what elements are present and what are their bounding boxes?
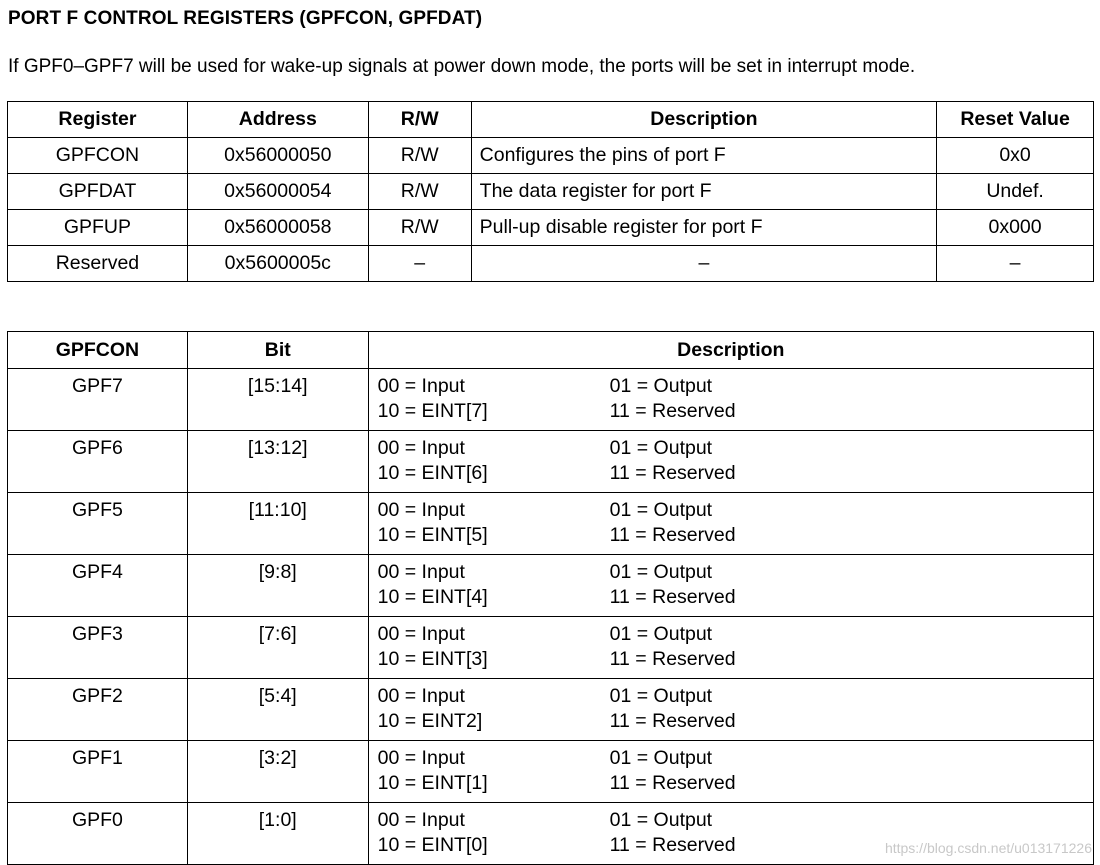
cell-description — [368, 369, 1093, 431]
option-01: 01 = Output — [609, 375, 713, 397]
option-01: 01 = Output — [609, 561, 713, 583]
cell-description — [368, 741, 1093, 803]
cell-register: GPFDAT — [8, 174, 188, 210]
table-row — [8, 210, 1094, 246]
watermark: https://blog.csdn.net/u013171226 — [884, 840, 1092, 856]
cell-address: 0x5600005c — [187, 246, 368, 282]
cell-rw: R/W — [368, 138, 471, 174]
table-row — [8, 369, 1094, 431]
option-10: 10 = EINT[7] — [377, 400, 488, 422]
cell-pin-name: GPF6 — [8, 431, 188, 493]
cell-pin-name: GPF2 — [8, 679, 188, 741]
cell-description — [368, 555, 1093, 617]
cell-reset-value: Undef. — [937, 174, 1094, 210]
option-00: 00 = Input — [377, 809, 465, 831]
cell-rw: R/W — [368, 174, 471, 210]
option-01: 01 = Output — [609, 685, 713, 707]
option-00: 00 = Input — [377, 623, 465, 645]
table-row — [8, 555, 1094, 617]
cell-pin-name: GPF5 — [8, 493, 188, 555]
option-11: 11 = Reserved — [609, 710, 736, 732]
option-10: 10 = EINT[4] — [377, 586, 488, 608]
option-00: 00 = Input — [377, 685, 465, 707]
cell-register: GPFCON — [8, 138, 188, 174]
cell-bit-range: [5:4] — [187, 679, 368, 741]
header-gpfcon: GPFCON — [8, 332, 188, 369]
cell-address: 0x56000058 — [187, 210, 368, 246]
option-11: 11 = Reserved — [609, 400, 736, 422]
header-address: Address — [187, 102, 368, 138]
cell-description: Configures the pins of port F — [471, 138, 936, 174]
cell-register: GPFUP — [8, 210, 188, 246]
cell-reset-value: 0x0 — [937, 138, 1094, 174]
cell-description: Pull-up disable register for port F — [471, 210, 936, 246]
cell-register: Reserved — [8, 246, 188, 282]
cell-description: – — [471, 246, 936, 282]
option-11: 11 = Reserved — [609, 772, 736, 794]
option-10: 10 = EINT[0] — [377, 834, 488, 856]
header-description: Description — [471, 102, 936, 138]
option-11: 11 = Reserved — [609, 462, 736, 484]
option-00: 00 = Input — [377, 747, 465, 769]
table-row — [8, 174, 1094, 210]
cell-pin-name: GPF4 — [8, 555, 188, 617]
header-rw: R/W — [368, 102, 471, 138]
table-row — [8, 741, 1094, 803]
cell-description — [368, 493, 1093, 555]
cell-bit-range: [11:10] — [187, 493, 368, 555]
option-00: 00 = Input — [377, 561, 465, 583]
option-10: 10 = EINT[6] — [377, 462, 488, 484]
cell-bit-range: [9:8] — [187, 555, 368, 617]
table-row — [8, 617, 1094, 679]
cell-description: The data register for port F — [471, 174, 936, 210]
cell-description — [368, 679, 1093, 741]
option-10: 10 = EINT2] — [377, 710, 483, 732]
gpfcon-table — [7, 331, 1094, 865]
header-description: Description — [368, 332, 1093, 369]
register-table-header-row — [8, 102, 1094, 138]
cell-bit-range: [7:6] — [187, 617, 368, 679]
cell-rw: – — [368, 246, 471, 282]
cell-bit-range: [13:12] — [187, 431, 368, 493]
cell-bit-range: [15:14] — [187, 369, 368, 431]
register-table — [7, 101, 1094, 282]
document-title: PORT F CONTROL REGISTERS (GPFCON, GPFDAT) — [8, 8, 483, 29]
option-01: 01 = Output — [609, 623, 713, 645]
option-10: 10 = EINT[5] — [377, 524, 488, 546]
cell-description — [368, 617, 1093, 679]
cell-bit-range: [3:2] — [187, 741, 368, 803]
option-11: 11 = Reserved — [609, 524, 736, 546]
option-01: 01 = Output — [609, 499, 713, 521]
cell-reset-value: – — [937, 246, 1094, 282]
option-01: 01 = Output — [609, 747, 713, 769]
option-00: 00 = Input — [377, 499, 465, 521]
option-00: 00 = Input — [377, 375, 465, 397]
option-10: 10 = EINT[1] — [377, 772, 488, 794]
option-00: 00 = Input — [377, 437, 465, 459]
cell-address: 0x56000054 — [187, 174, 368, 210]
cell-rw: R/W — [368, 210, 471, 246]
cell-pin-name: GPF7 — [8, 369, 188, 431]
header-reset-value: Reset Value — [937, 102, 1094, 138]
gpfcon-table-header-row — [8, 332, 1094, 369]
cell-pin-name: GPF1 — [8, 741, 188, 803]
option-01: 01 = Output — [609, 437, 713, 459]
cell-reset-value: 0x000 — [937, 210, 1094, 246]
table-row — [8, 679, 1094, 741]
table-row — [8, 431, 1094, 493]
cell-pin-name: GPF3 — [8, 617, 188, 679]
cell-bit-range: [1:0] — [187, 803, 368, 865]
option-01: 01 = Output — [609, 809, 713, 831]
cell-address: 0x56000050 — [187, 138, 368, 174]
option-11: 11 = Reserved — [609, 586, 736, 608]
header-register: Register — [8, 102, 188, 138]
option-11: 11 = Reserved — [609, 648, 736, 670]
intro-paragraph: If GPF0–GPF7 will be used for wake-up signals at power down mode, the ports will be set in interrupt mode. — [8, 56, 916, 77]
table-row — [8, 246, 1094, 282]
header-bit: Bit — [187, 332, 368, 369]
cell-pin-name: GPF0 — [8, 803, 188, 865]
table-row — [8, 138, 1094, 174]
option-11: 11 = Reserved — [609, 834, 736, 856]
option-10: 10 = EINT[3] — [377, 648, 488, 670]
table-row — [8, 493, 1094, 555]
cell-description — [368, 431, 1093, 493]
